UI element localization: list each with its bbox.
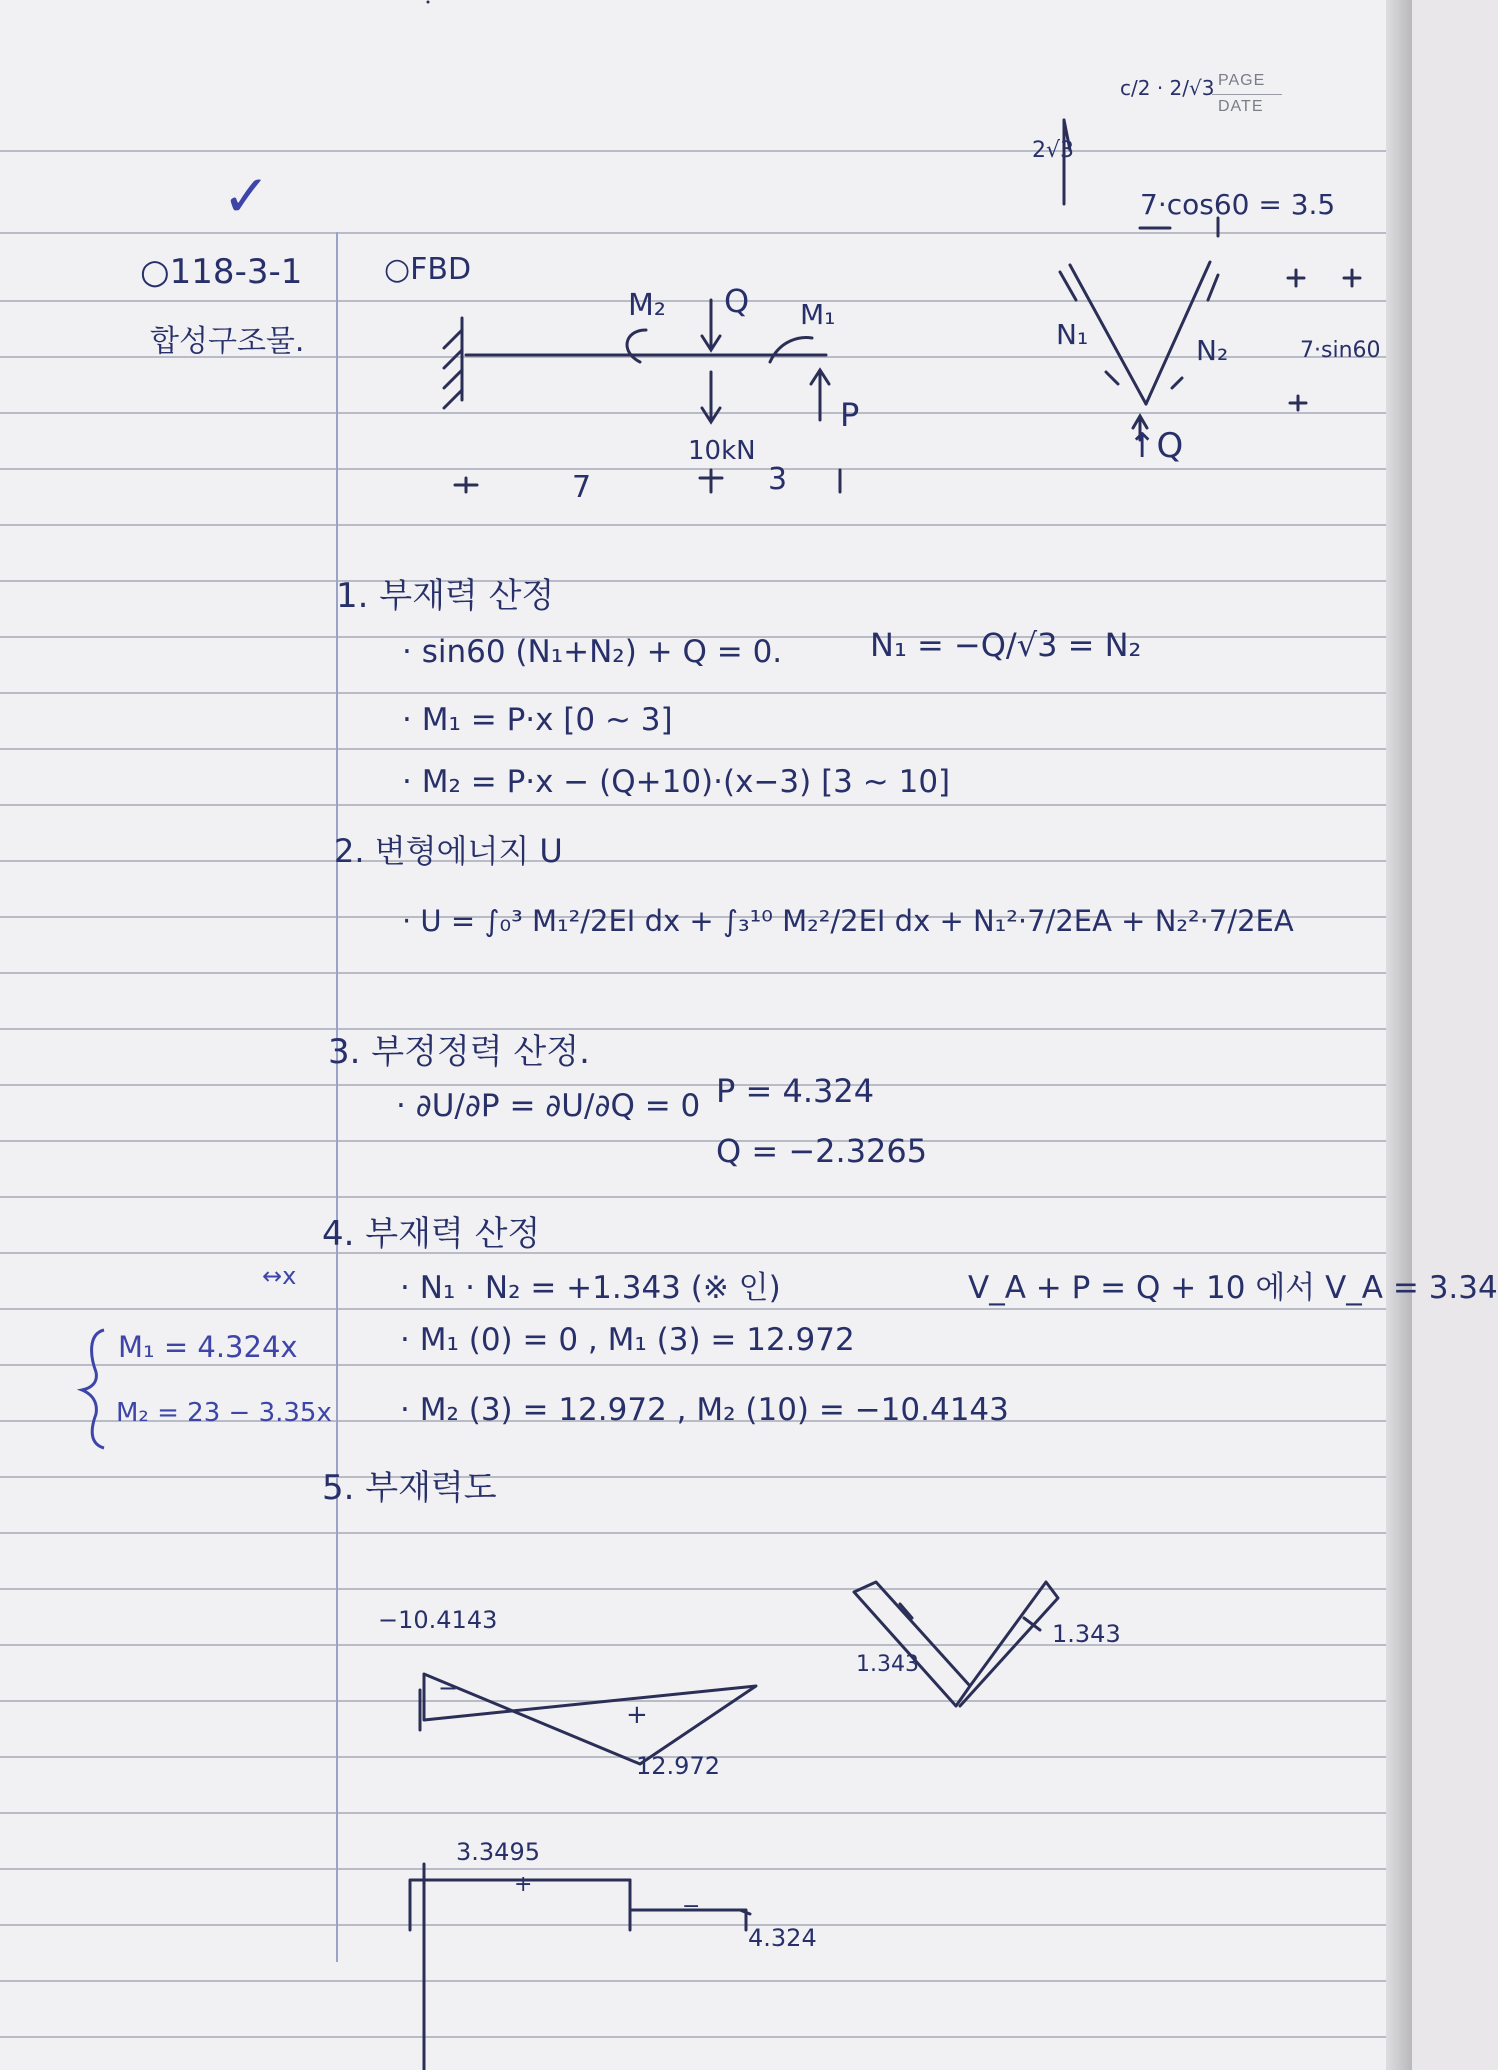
fbd-N1: N₁ bbox=[1056, 318, 1089, 351]
bmd-neg-value: −10.4143 bbox=[378, 1606, 498, 1634]
x-axis-note: ↔x bbox=[262, 1262, 297, 1290]
fbd-sin-note: 7·sin60 bbox=[1300, 338, 1381, 363]
margin-eq-M1: M₁ = 4.324x bbox=[118, 1330, 298, 1364]
sfd-neg-value: 4.324 bbox=[748, 1924, 817, 1952]
step1-side: N₁ = −Q/√3 = N₂ bbox=[870, 626, 1142, 664]
fbd-load: 10kN bbox=[688, 436, 756, 466]
fbd-M1: M₁ bbox=[800, 298, 836, 331]
bmd-neg-sign: − bbox=[438, 1674, 459, 1702]
step1-line1: · sin60 (N₁+N₂) + Q = 0. bbox=[402, 634, 783, 670]
bmd-pos-sign: + bbox=[626, 1700, 648, 1730]
step3-heading: 3. 부정정력 산정. bbox=[328, 1032, 590, 1072]
axial-left-value: 1.343 bbox=[856, 1652, 919, 1677]
fbd-Q: Q bbox=[724, 282, 750, 320]
fbd-M2: M₂ bbox=[628, 288, 666, 323]
step4-line1: · N₁ · N₂ = +1.343 (※ 인) bbox=[400, 1270, 781, 1306]
step4-line2: · M₁ (0) = 0 , M₁ (3) = 12.972 bbox=[400, 1322, 855, 1358]
problem-title: 합성구조물. bbox=[150, 324, 305, 359]
fbd-dim-left: 7 bbox=[572, 470, 592, 505]
fbd-Q-arrow: ↑Q bbox=[1128, 426, 1184, 466]
fbd-angle-note: 2√3 bbox=[1032, 138, 1075, 163]
step3-result-P: P = 4.324 bbox=[716, 1072, 875, 1110]
date-label: DATE bbox=[1218, 98, 1264, 115]
fbd-N2: N₂ bbox=[1196, 334, 1229, 367]
step3-result-Q: Q = −2.3265 bbox=[716, 1132, 928, 1170]
step5-heading: 5. 부재력도 bbox=[322, 1468, 497, 1508]
fbd-frac-note: c/2 · 2/√3 bbox=[1120, 76, 1215, 100]
fbd-dim-right: 3 bbox=[768, 462, 788, 497]
fbd-cos-note: 7·cos60 = 3.5 bbox=[1140, 188, 1336, 221]
step1-line2: · M₁ = P·x [0 ~ 3] bbox=[402, 702, 673, 738]
checkmark-icon: ✓ bbox=[222, 162, 271, 230]
step4-line3: · M₂ (3) = 12.972 , M₂ (10) = −10.4143 bbox=[400, 1392, 1009, 1428]
sfd-neg-sign: − bbox=[682, 1894, 701, 1919]
problem-number: ○118-3-1 bbox=[140, 252, 303, 292]
axial-right-value: 1.343 bbox=[1052, 1620, 1121, 1648]
bmd-pos-value: 12.972 bbox=[636, 1752, 720, 1780]
step1-heading: 1. 부재력 산정 bbox=[336, 576, 555, 616]
step1-line3: · M₂ = P·x − (Q+10)·(x−3) [3 ~ 10] bbox=[402, 764, 951, 800]
fbd-P: P bbox=[840, 396, 860, 434]
step2-line1: · U = ∫₀³ M₁²/2EI dx + ∫₃¹⁰ M₂²/2EI dx + N₁²·7/2EA + N₂²·7/2EA bbox=[402, 904, 1294, 938]
step4-heading: 4. 부재력 산정 bbox=[322, 1214, 541, 1254]
step2-heading: 2. 변형에너지 U bbox=[334, 832, 563, 870]
margin-eq-M2: M₂ = 23 − 3.35x bbox=[116, 1398, 332, 1428]
sfd-pos-sign: + bbox=[514, 1872, 533, 1897]
step4-side: V_A + P = Q + 10 에서 V_A = 3.34 bbox=[968, 1270, 1498, 1306]
sfd-pos-value: 3.3495 bbox=[456, 1838, 540, 1866]
page-label: PAGE bbox=[1218, 72, 1266, 89]
fbd-label: ○FBD bbox=[384, 252, 472, 287]
step3-line1: · ∂U/∂P = ∂U/∂Q = 0 bbox=[396, 1088, 701, 1124]
